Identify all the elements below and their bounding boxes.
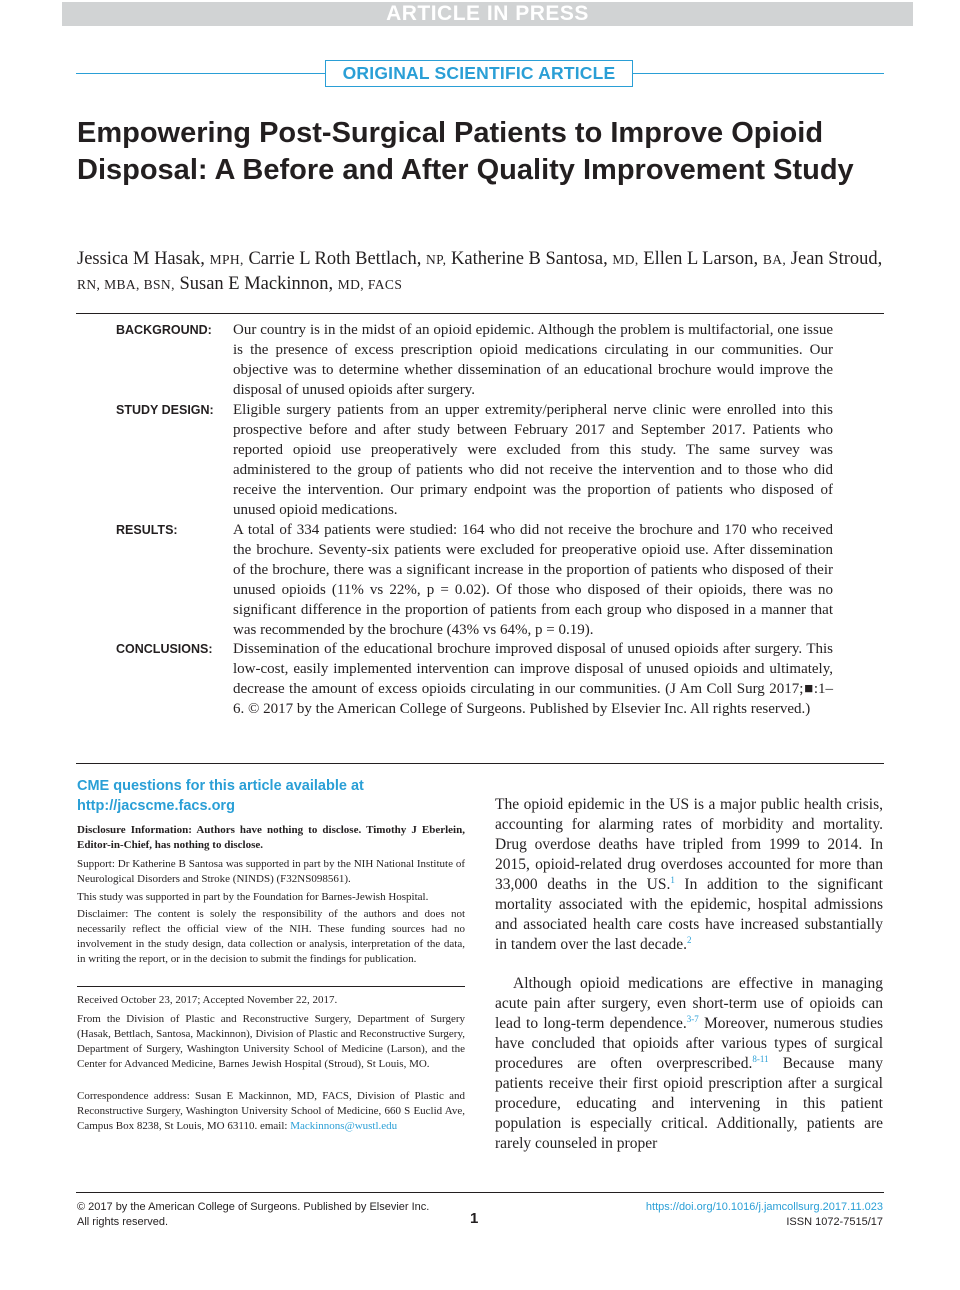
author-list [77,247,887,297]
author-credentials: NP, [426,252,447,267]
author-name: Jean Stroud, [790,249,883,269]
doi-link[interactable]: https://doi.org/10.1016/j.jamcollsurg.2017.11.023 [645,1201,883,1213]
issn: ISSN 1072-7515/17 [786,1216,883,1228]
disclosure-footnote: Disclosure Information: Authors have nothing to disclose. Timothy J Eberlein, Editor-in-Chief, has nothing to disclose. [77,824,465,851]
abstract-study-design-label: STUDY DESIGN: [116,403,214,417]
abstract-background-text: Our country is in the midst of an opioid epidemic. Although the problem is multifactorial, one issue is the presence of excess prescription opioid medications circulating in our communities. Our objective was to determine whether dissemination of an educational brochure would improve the disposal of unused opioids after surgery. [233,322,833,398]
article-in-press-banner: ARTICLE IN PRESS [62,2,913,26]
page-number: 1 [470,1210,479,1227]
author-credentials: MPH, [209,252,244,267]
author-name: Jessica M Hasak, [77,249,205,269]
email-link[interactable]: Mackinnons@wustl.edu [290,1120,398,1132]
abstract-conclusions-text: Dissemination of the educational brochure improved disposal of unused opioids after surgery. This low-cost, easily implemented intervention can improve disposal of unused opioids and ultimately, decrease the amount of excess opioids circulating in our communities. (J Am Coll Surg 2017;■:1–6. © 2017 by the American College of Surgeons. Published by Elsevier Inc. All rights reserved.) [233,641,833,717]
copyright-line-2: All rights reserved. [77,1216,169,1228]
author-credentials: MD, FACS [337,277,403,292]
reference-link[interactable]: 8-11 [752,1053,769,1064]
abstract-results-label: RESULTS: [116,523,178,537]
correspondence-footnote [77,1089,465,1134]
reference-link[interactable]: 2 [686,934,692,945]
footnote-rule [77,986,465,987]
disclaimer-footnote: Disclaimer: The content is solely the responsibility of the authors and does not necessarily reflect the official view of the NIH. These funding sources had no involvement in the study design, data collection or analysis, interpretation of the data, in writing the report, or in the decision to submit the findings for publication. [77,908,465,965]
author-name: Katherine B Santosa, [451,249,608,269]
author-credentials: MD, [612,252,639,267]
body-paragraph-1 [495,795,883,955]
reference-link[interactable]: 3-7 [686,1013,699,1024]
cme-link[interactable]: http://jacscme.facs.org [77,798,235,814]
cme-notice-text: CME questions for this article available at [77,778,364,794]
abstract-top-rule [76,313,884,314]
affiliation-footnote: From the Division of Plastic and Reconstructive Surgery, Department of Surgery (Hasak, Bettlach, Santosa, Mackinnon), Division of Plastic and Reconstructive Surgery, Department of Surgery, Washington University School of Medicine (Larson), and the Center for Advanced Medicine, Barnes Jewish Hospital (Stroud), St Louis, MO. [77,1013,465,1070]
received-dates: Received October 23, 2017; Accepted November 22, 2017. [77,994,338,1006]
article-title: Empowering Post-Surgical Patients to Improve Opioid Disposal: A Before and After Quality Improvement Study [77,117,854,186]
abstract-conclusions-label: CONCLUSIONS: [116,642,213,656]
abstract-bottom-rule [76,763,884,764]
footer-rule [76,1192,884,1193]
support-footnote: Support: Dr Katherine B Santosa was supported in part by the NIH National Institute of Neurological Disorders and Stroke (NINDS) (F32NS098561). [77,858,465,885]
body-text: Because many patients receive their first opioid prescription after a surgical procedure, educating and intervening in this patient population is especially critical. Additionally, patients are rarely counseled in proper [495,1055,883,1152]
article-type-label: ORIGINAL SCIENTIFIC ARTICLE [325,60,633,87]
body-text: In addition to the significant mortality associated with the epidemic, hospital admissions and associated health care costs have increased substantially in tandem over the last decade. [495,876,883,953]
body-paragraph-2 [495,974,883,1154]
correspondence-address: Correspondence address: Susan E Mackinnon, MD, FACS, Division of Plastic and Reconstructive Surgery, Washington University School of Medicine, 660 S Euclid Ave, Campus Box 8238, St Louis, MO 63110. email: [77,1090,465,1132]
author-credentials: RN, MBA, BSN, [77,277,175,292]
abstract-background-label: BACKGROUND: [116,323,212,337]
author-name: Carrie L Roth Bettlach, [248,249,422,269]
abstract-results-text: A total of 334 patients were studied: 164 who did not receive the brochure and 170 who received the brochure. Seventy-six patients were excluded for preoperative opioid use. After dissemination of the brochure, there was a significant increase in the proportion of patients who disposed of their unused opioids (11% vs 22%, p = 0.02). Of those who disposed of their opioids, there was no significant difference in the proportion of patients from each group who disposed in a manner that was recommended by the brochure (43% vs 64%, p = 0.19). [233,522,833,638]
support-footnote-2: This study was supported in part by the Foundation for Barnes-Jewish Hospital. [77,891,429,903]
cme-notice [77,776,467,816]
abstract-study-design-text: Eligible surgery patients from an upper extremity/peripheral nerve clinic were enrolled into this prospective before and after study between February 2017 and September 2017. Patients who reported opioid use preoperatively were excluded from this study. The same survey was administered to the group of patients who did not receive the intervention and to those who did receive the intervention. Our primary endpoint was the proportion of patients who disposed of unused opioid medications. [233,402,833,518]
body-text: Although opioid medications are effective in managing acute pain after surgery, even short-term use of opioids can lead to long-term dependence. [495,975,883,1032]
author-credentials: BA, [762,252,787,267]
body-text: Moreover, numerous studies have concluded that opioids after various types of surgical procedures are often overprescribed. [495,1015,883,1072]
copyright-line-1: © 2017 by the American College of Surgeons. Published by Elsevier Inc. [77,1201,430,1213]
reference-link[interactable]: 1 [670,874,675,885]
author-name: Susan E Mackinnon, [179,274,334,294]
author-name: Ellen L Larson, [643,249,759,269]
body-text: The opioid epidemic in the US is a major public health crisis, accounting for alarming rates of morbidity and mortality. Drug overdose deaths have tripled from 1999 to 2014. In 2015, opioid-related drug overdoses accounted for more than 33,000 deaths in the US. [495,796,883,893]
